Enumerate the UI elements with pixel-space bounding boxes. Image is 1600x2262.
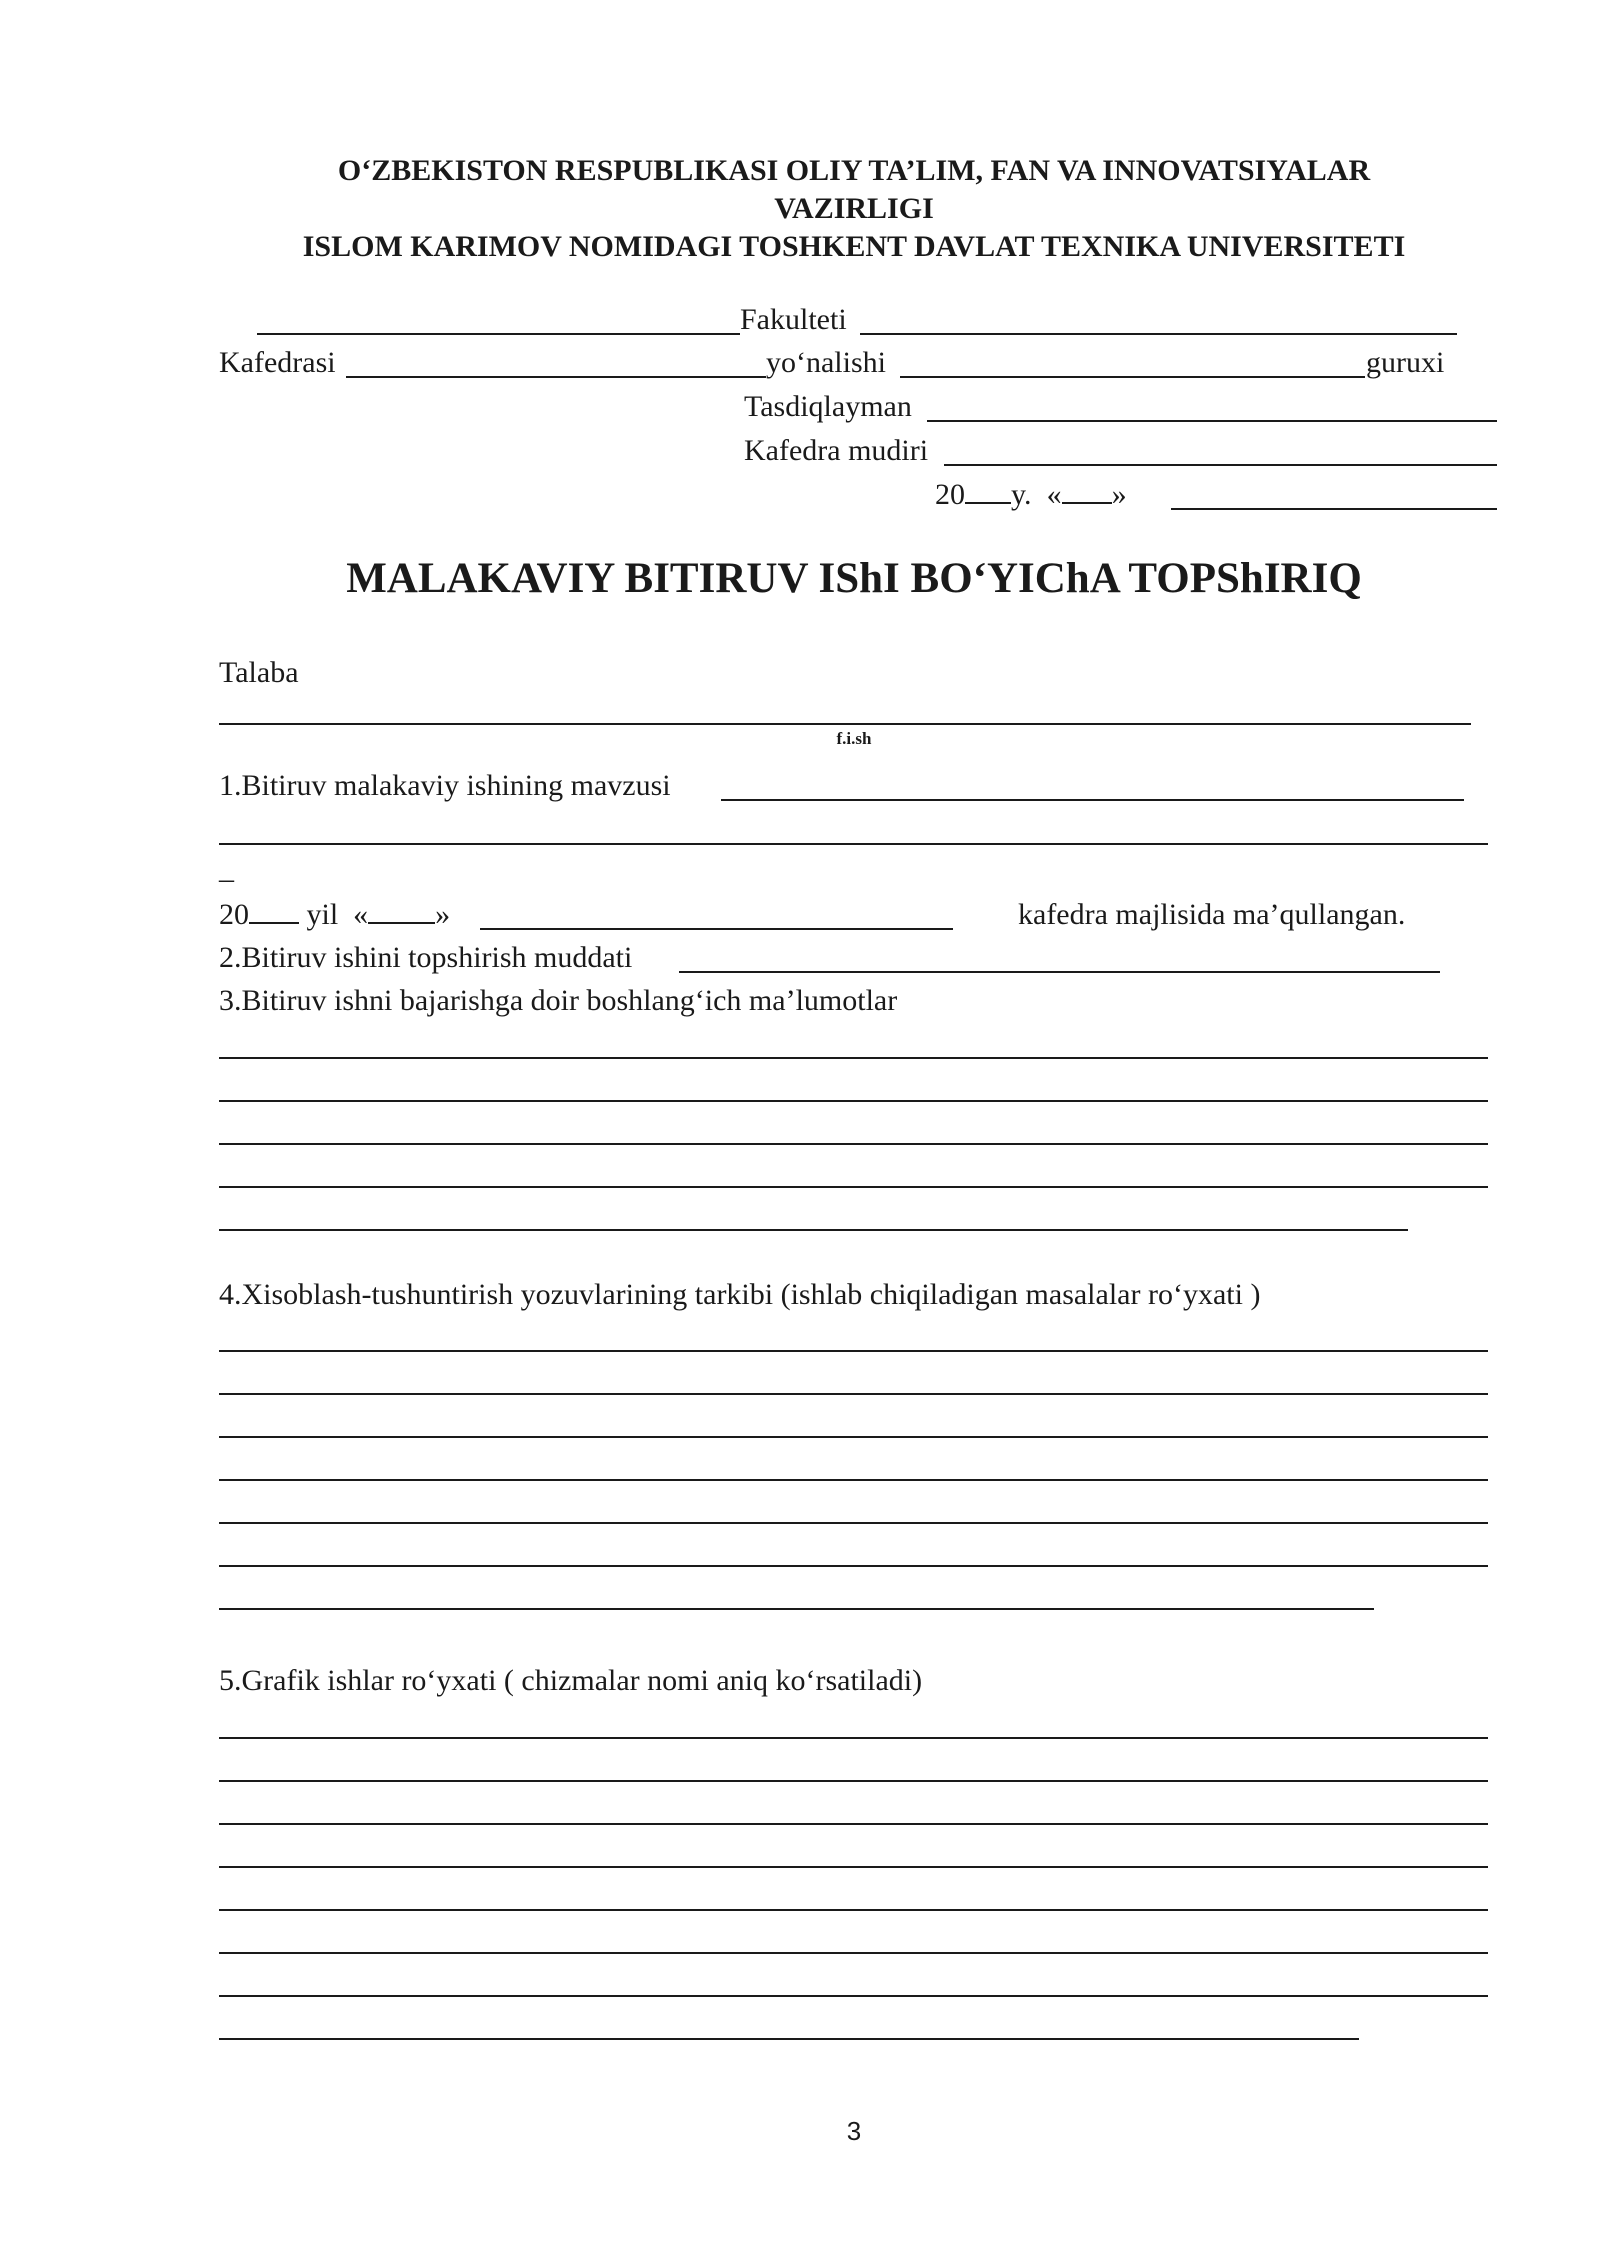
approve-blank [927,420,1497,422]
item-4-blank-7 [219,1608,1374,1610]
approval-quote-close: » [435,898,451,931]
item-3-blank-3 [219,1143,1488,1145]
approval-text: kafedra majlisida ma’qullangan. [1018,898,1406,931]
approval-yil: yil [306,898,339,931]
item-4-blank-1 [219,1350,1488,1352]
item-4-calculation-label: 4.Xisoblash-tushuntirish yozuvlarining tarkibi (ishlab chiqiladigan masalalar ro‘yxati ) [219,1278,1261,1311]
faculty-label: Fakulteti [740,303,847,336]
head-of-department-blank [944,464,1497,466]
item-1-topic-blank-2 [219,843,1488,845]
department-blank [346,376,766,378]
head-date-quote-open: « [1046,478,1062,511]
item-5-blank-1 [219,1737,1488,1739]
item-2-deadline-label: 2.Bitiruv ishini topshirish muddati [219,941,633,974]
head-date-year-blank [965,478,1011,504]
item-5-drawings-label: 5.Grafik ishlar ro‘yxati ( chizmalar nomi aniq ko‘rsatiladi) [219,1664,923,1697]
head-date-year-prefix: 20 [935,478,965,511]
faculty-blank-right [860,333,1457,335]
item-4-blank-5 [219,1522,1488,1524]
head-date-signature-blank [1171,508,1497,510]
item-3-blank-5 [219,1229,1408,1231]
approval-date-line [219,897,450,933]
university-name: ISLOM KARIMOV NOMIDAGI TOSHKENT DAVLAT TEXNIKA UNIVERSITETI [302,230,1406,263]
approval-quote-open: « [353,898,369,931]
head-date-year-suffix: y. [1011,478,1032,511]
item-4-blank-3 [219,1436,1488,1438]
approve-label: Tasdiqlayman [744,390,912,423]
head-date-line [935,477,1127,513]
item-1-topic-label: 1.Bitiruv malakaviy ishining mavzusi [219,769,671,802]
item-5-blank-2 [219,1780,1488,1782]
item-2-deadline-blank [679,971,1440,973]
approval-month-blank [480,928,953,930]
item-5-blank-4 [219,1866,1488,1868]
item-5-blank-6 [219,1952,1488,1954]
group-label: guruxi [1366,346,1445,379]
head-date-day-blank [1062,478,1112,504]
approval-year-prefix: 20 [219,898,249,931]
ministry-line-2: VAZIRLIGI [774,192,934,225]
item-4-blank-2 [219,1393,1488,1395]
approval-year-blank [249,898,299,924]
item-5-blank-8 [219,2038,1359,2040]
page-number: 3 [846,2116,862,2146]
document-title: MALAKAVIY BITIRUV IShI BO‘YIChA TOPShIRIQ [346,555,1362,602]
item-1-topic-blank [721,799,1464,801]
student-name-blank [219,723,1471,725]
direction-blank [900,376,1365,378]
item-3-initial-data-label: 3.Bitiruv ishni bajarishga doir boshlang‘ich ma’lumotlar [219,984,898,1017]
item-5-blank-7 [219,1995,1488,1997]
ministry-line-1: O‘ZBEKISTON RESPUBLIKASI OLIY TA’LIM, FAN VA INNOVATSIYALAR [337,154,1371,187]
direction-label: yo‘nalishi [766,346,886,379]
item-4-blank-6 [219,1565,1488,1567]
approval-day-blank [368,898,435,924]
item-5-blank-5 [219,1909,1488,1911]
head-of-department-label: Kafedra mudiri [744,434,929,467]
student-label: Talaba [219,656,299,689]
student-fish-caption: f.i.sh [836,729,872,748]
item-5-blank-3 [219,1823,1488,1825]
head-date-quote-close: » [1111,478,1127,511]
item-3-blank-4 [219,1186,1488,1188]
department-label: Kafedrasi [219,346,336,379]
item-1-dash: _ [219,852,234,885]
faculty-blank [257,333,740,335]
item-3-blank-2 [219,1100,1488,1102]
item-3-blank-1 [219,1057,1488,1059]
item-4-blank-4 [219,1479,1488,1481]
